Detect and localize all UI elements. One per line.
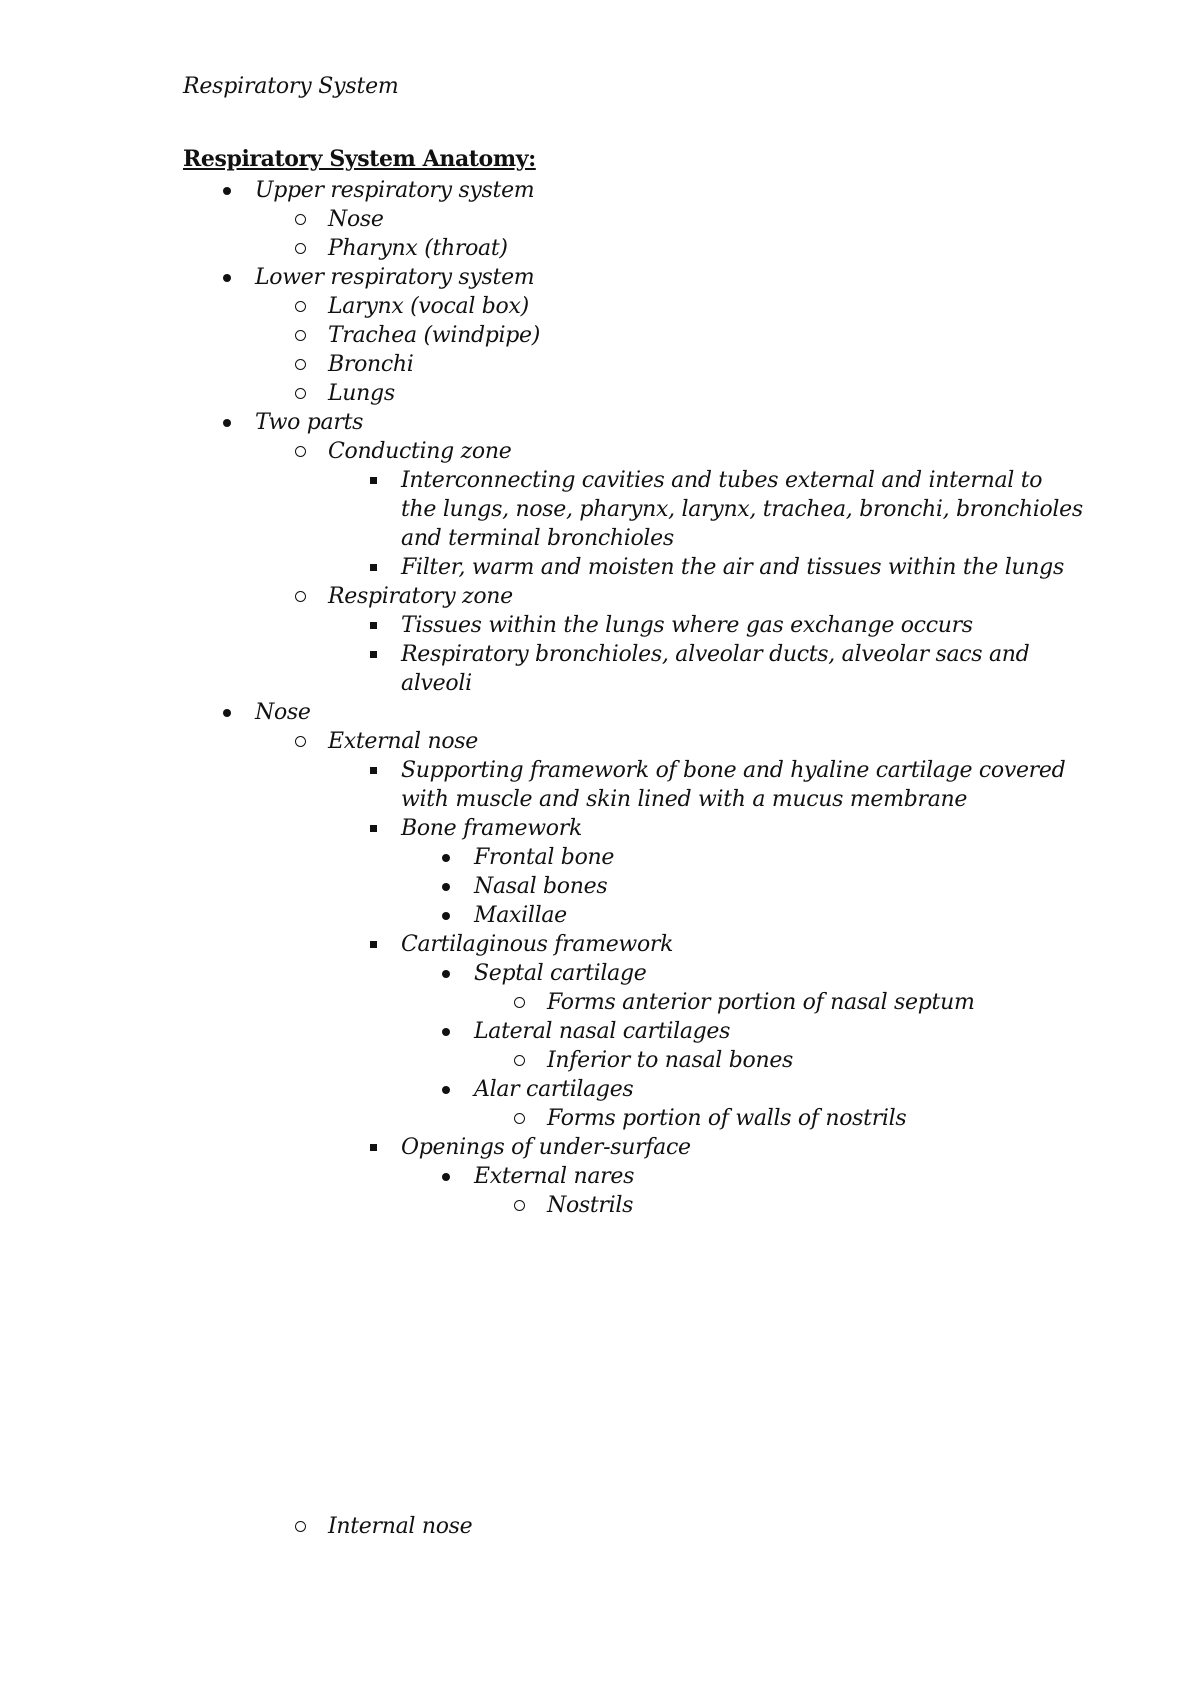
circle-bullet-icon	[290, 234, 310, 263]
outline-item-text: Maxillae	[474, 903, 567, 928]
outline-item	[401, 611, 973, 640]
outline-item-text: Forms anterior portion of nasal septum	[547, 990, 975, 1015]
circle-bullet-icon	[290, 205, 310, 234]
disc-bullet-icon	[217, 263, 237, 292]
outline-item	[328, 379, 395, 408]
circle-bullet-icon	[290, 379, 310, 408]
outline-item-text: Forms portion of walls of nostrils	[547, 1106, 907, 1131]
square-bullet-icon	[363, 640, 383, 669]
disc-bullet-icon	[217, 698, 237, 727]
outline-item	[328, 582, 513, 611]
outline-item	[547, 1104, 906, 1133]
outline-item-text: Filter, warm and moisten the air and tissues within the lungs	[401, 555, 1064, 580]
disc-bullet-icon	[217, 176, 237, 205]
disc-bullet-icon	[436, 901, 456, 930]
outline-item	[401, 756, 1065, 814]
outline-item-text: Respiratory bronchioles, alveolar ducts, alveolar sacs and	[401, 642, 1030, 667]
outline-item	[401, 814, 582, 843]
page-header: Respiratory System	[183, 74, 399, 99]
outline-item-text: Two parts	[255, 410, 364, 435]
outline-item-text: with muscle and skin lined with a mucus membrane	[401, 787, 968, 812]
disc-bullet-icon	[436, 959, 456, 988]
outline-item	[547, 988, 975, 1017]
outline-item	[474, 872, 607, 901]
outline-item-text: Bronchi	[328, 352, 414, 377]
outline-item	[255, 698, 311, 727]
outline-item-text: External nares	[474, 1164, 635, 1189]
outline-item	[474, 843, 614, 872]
outline-item	[255, 263, 534, 292]
outline-item	[474, 1075, 633, 1104]
circle-bullet-icon	[290, 350, 310, 379]
outline-item-text: Internal nose	[328, 1514, 473, 1539]
circle-bullet-icon	[290, 321, 310, 350]
square-bullet-icon	[363, 930, 383, 959]
outline-item	[255, 408, 363, 437]
square-bullet-icon	[363, 553, 383, 582]
outline-item	[401, 553, 1064, 582]
outline-item-text: Lungs	[328, 381, 395, 406]
outline-item-text: Conducting zone	[328, 439, 512, 464]
outline-item-text: Nose	[328, 207, 384, 232]
outline-item-text: alveoli	[401, 671, 472, 696]
outline-item	[401, 466, 1083, 553]
circle-bullet-icon	[290, 582, 310, 611]
section-heading: Respiratory System Anatomy:	[183, 146, 536, 172]
outline-item-internal-nose	[328, 1512, 472, 1541]
outline-item-text: Nose	[255, 700, 311, 725]
outline-item	[255, 176, 534, 205]
outline-item-text: Cartilaginous framework	[401, 932, 674, 957]
outline-item-text: Bone framework	[401, 816, 582, 841]
outline-item-text: External nose	[328, 729, 478, 754]
outline-item-text: Interconnecting cavities and tubes external and internal to	[401, 468, 1043, 493]
square-bullet-icon	[363, 466, 383, 495]
circle-bullet-icon	[290, 437, 310, 466]
outline-item	[401, 640, 1029, 698]
outline-item	[328, 350, 414, 379]
outline-item-text: Upper respiratory system	[255, 178, 535, 203]
outline-item-text: Supporting framework of bone and hyaline cartilage covered	[401, 758, 1066, 783]
circle-bullet-icon	[509, 988, 529, 1017]
circle-bullet-icon	[509, 1046, 529, 1075]
outline-item	[474, 1017, 730, 1046]
disc-bullet-icon	[436, 1017, 456, 1046]
outline-item-text: Septal cartilage	[474, 961, 647, 986]
outline-item	[328, 292, 529, 321]
disc-bullet-icon	[436, 872, 456, 901]
disc-bullet-icon	[436, 843, 456, 872]
circle-bullet-icon	[509, 1191, 529, 1220]
square-bullet-icon	[363, 611, 383, 640]
outline-item-text: Lower respiratory system	[255, 265, 535, 290]
circle-bullet-icon	[290, 1512, 310, 1541]
outline-item-text: Inferior to nasal bones	[547, 1048, 794, 1073]
outline-item	[401, 1133, 691, 1162]
outline-item-text: and terminal bronchioles	[401, 526, 674, 551]
disc-bullet-icon	[436, 1162, 456, 1191]
outline-item-text: Openings of under-surface	[401, 1135, 691, 1160]
outline-item	[328, 321, 540, 350]
outline-item-text: Nasal bones	[474, 874, 608, 899]
outline-item-text: Tissues within the lungs where gas exchange occurs	[401, 613, 973, 638]
outline-item	[328, 437, 511, 466]
outline-item-text: Lateral nasal cartilages	[474, 1019, 731, 1044]
outline-item-text: Trachea (windpipe)	[328, 323, 541, 348]
outline-item	[401, 930, 673, 959]
outline-item-text: Frontal bone	[474, 845, 615, 870]
disc-bullet-icon	[217, 408, 237, 437]
outline-item	[547, 1191, 633, 1220]
outline-item	[328, 205, 384, 234]
outline-item	[474, 901, 567, 930]
outline-item-text: Larynx (vocal box)	[328, 294, 529, 319]
outline-item-text: Nostrils	[547, 1193, 634, 1218]
outline-item-text: Alar cartilages	[474, 1077, 634, 1102]
outline-item-text: Respiratory zone	[328, 584, 513, 609]
outline-item	[474, 959, 646, 988]
circle-bullet-icon	[509, 1104, 529, 1133]
square-bullet-icon	[363, 1133, 383, 1162]
outline-item-text: the lungs, nose, pharynx, larynx, trachea, bronchi, bronchioles	[401, 497, 1083, 522]
outline-item	[328, 727, 478, 756]
outline-item-text: Pharynx (throat)	[328, 236, 508, 261]
outline-item	[328, 234, 508, 263]
outline-item	[474, 1162, 634, 1191]
square-bullet-icon	[363, 756, 383, 785]
circle-bullet-icon	[290, 727, 310, 756]
square-bullet-icon	[363, 814, 383, 843]
outline-item	[547, 1046, 793, 1075]
circle-bullet-icon	[290, 292, 310, 321]
disc-bullet-icon	[436, 1075, 456, 1104]
